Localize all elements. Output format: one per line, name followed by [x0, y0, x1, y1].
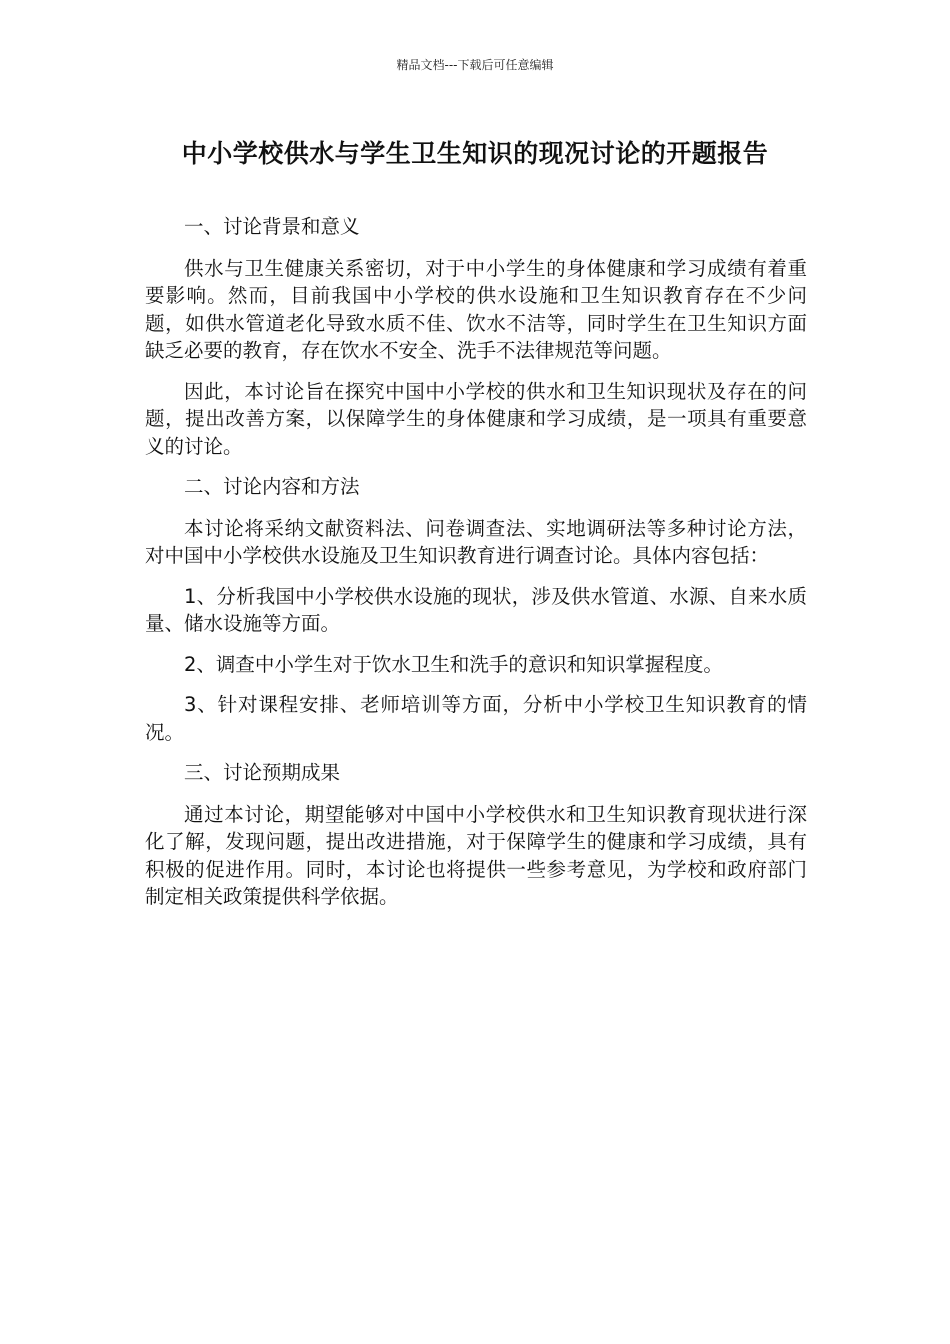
- list-item-2: 2、调查中小学生对于饮水卫生和洗手的意识和知识掌握程度。: [184, 652, 723, 676]
- list-item-1: 1、分析我国中小学校供水设施的现状，涉及供水管道、水源、自来水质量、储水设施等方面。: [145, 584, 807, 635]
- section-heading-methods: 二、讨论内容和方法: [184, 475, 360, 498]
- document-title: 中小学校供水与学生卫生知识的现况讨论的开题报告: [181, 139, 769, 168]
- section-heading-outcomes: 三、讨论预期成果: [184, 761, 341, 784]
- paragraph-outcomes: 通过本讨论，期望能够对中国中小学校供水和卫生知识教育现状进行深化了解，发现问题，提出改进措施，对于保障学生的健康和学习成绩，具有积极的促进作用。同时，本讨论也将提供一些参考意见，为学校和政府部门制定相关政策提供科学依据。: [145, 802, 807, 908]
- paragraph-purpose: 因此，本讨论旨在探究中国中小学校的供水和卫生知识现状及存在的问题，提出改善方案，以保障学生的身体健康和学习成绩，是一项具有重要意义的讨论。: [145, 379, 807, 458]
- paragraph-methods: 本讨论将采纳文献资料法、问卷调查法、实地调研法等多种讨论方法，对中国中小学校供水设施及卫生知识教育进行调查讨论。具体内容包括：: [145, 516, 807, 567]
- section-heading-background: 一、讨论背景和意义: [184, 215, 360, 238]
- paragraph-background: 供水与卫生健康关系密切，对于中小学生的身体健康和学习成绩有着重要影响。然而，目前我国中小学校的供水设施和卫生知识教育存在不少问题，如供水管道老化导致水质不佳、饮水不洁等，同时学生在卫生知识方面缺乏必要的教育，存在饮水不安全、洗手不法律规范等问题。: [145, 256, 807, 362]
- list-item-3: 3、针对课程安排、老师培训等方面，分析中小学校卫生知识教育的情况。: [145, 693, 807, 744]
- document-body: [145, 213, 807, 924]
- page-header: 精品文档---下载后可任意编辑: [396, 58, 554, 72]
